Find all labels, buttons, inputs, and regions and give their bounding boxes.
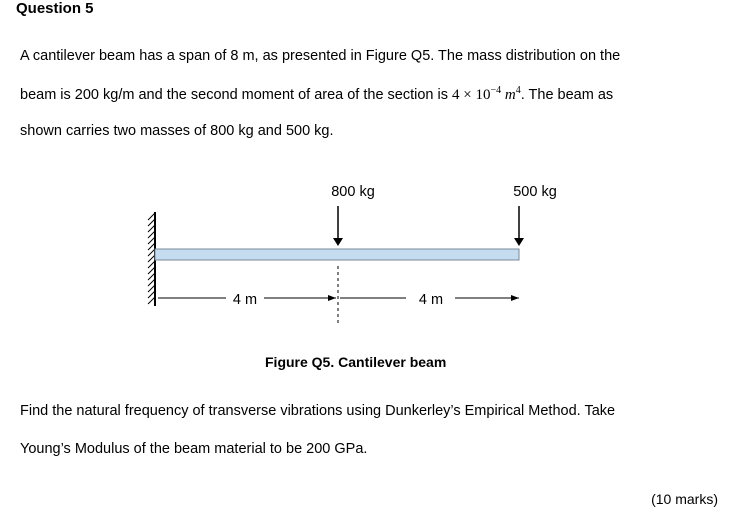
mass-1-label: 800 kg [331,184,375,200]
statement-line-1: A cantilever beam has a span of 8 m, as presented in Figure Q5. The mass distribution on the [20,48,621,64]
marks-label: (10 marks) [651,491,718,507]
span-1-label: 4 m [232,292,258,308]
mass-2-label: 500 kg [513,184,557,200]
beam [155,249,519,260]
figure-caption: Figure Q5. Cantilever beam [265,354,447,370]
task-line-1: Find the natural frequency of transverse vibrations using Dunkerley’s Empirical Method. Take [20,403,616,419]
second-moment-value: $4 \times 10^{-4}$ $m^4$ [452,85,521,103]
question-title: Question 5 [16,0,94,17]
span-2-label: 4 m [418,292,444,308]
statement-line-3: shown carries two masses of 800 kg and 500 kg. [20,123,334,139]
statement-line-2-text: beam is 200 kg/m and the second moment of area of the section is [20,87,453,103]
task-line-2: Young’s Modulus of the beam material to be 200 GPa. [20,441,368,457]
mass-2-arrow [514,206,524,246]
cantilever-beam-figure [0,170,737,350]
mass-1-arrow [333,206,343,246]
fixed-support [148,212,155,306]
statement-line-2: beam is 200 kg/m and the second moment of area of the section is $4 \times 10^{-4}$ $m^4$. The beam as [20,85,614,103]
